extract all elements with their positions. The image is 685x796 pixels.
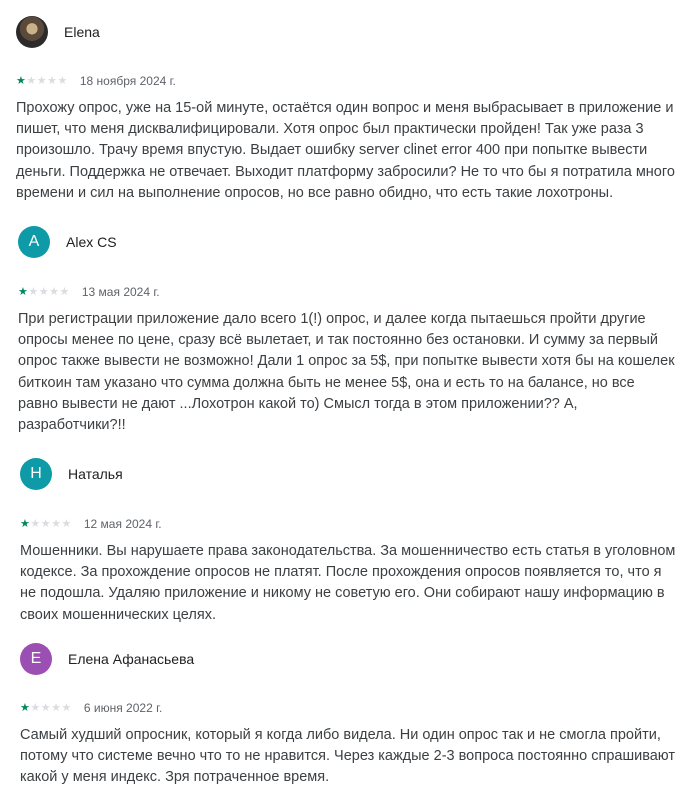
star-rating xyxy=(18,287,70,298)
star-icon: ★ xyxy=(18,285,29,298)
star-icon: ★ xyxy=(49,285,60,298)
review-date: 13 мая 2024 г. xyxy=(81,285,160,299)
review-meta xyxy=(16,74,176,88)
review-text: Прохожу опрос, уже на 15-ой минуте, остаётся один вопрос и меня выбрасывает в приложение и пишет, что меня дисквалифицировали. Хотя опрос был практически пройден! Так уже раза 3 произошло. Трачу время впустую. Выдает ошибку server clinet error 400 при попытке вывести деньги. Поддержка не отвечает. Выходит платформу забросили? Не то что бы я потратила много времени и сил на выполнение опросов, но все равно обидно, что есть такие лохотроны. xyxy=(16,100,675,201)
star-icon: ★ xyxy=(20,701,31,714)
star-icon: ★ xyxy=(40,517,52,530)
review-text: Самый худший опросник, который я когда либо видела. Ни один опрос так и не смогла пройти, потому что системе вечно что то не нравится. Через каждые 2-3 вопроса постоянно спрашивают какой у меня индекс. Зря потраченное время. xyxy=(20,727,675,786)
review-header xyxy=(16,16,100,48)
review-date: 18 ноября 2024 г. xyxy=(79,74,176,88)
star-icon: ★ xyxy=(61,517,72,530)
star-icon: ★ xyxy=(51,517,62,530)
review-header xyxy=(20,458,123,490)
star-icon: ★ xyxy=(36,74,48,87)
star-icon: ★ xyxy=(20,517,31,530)
star-icon: ★ xyxy=(61,701,72,714)
star-icon: ★ xyxy=(51,701,62,714)
star-icon: ★ xyxy=(16,74,27,87)
review-text: Мошенники. Вы нарушаете права законодательства. За мошенничество есть статья в уголовном кодексе. За прохождение опросов не платят. После прохождения опросов появляется то, что я не подошла. Удаляю приложение и никому не советую его. Они собирают нашу информацию в своих мошеннических целях. xyxy=(20,543,676,623)
star-icon: ★ xyxy=(59,285,70,298)
star-icon: ★ xyxy=(26,74,37,87)
review-date: 12 мая 2024 г. xyxy=(83,517,162,531)
star-icon: ★ xyxy=(57,74,68,87)
review-header xyxy=(20,643,194,675)
star-icon: ★ xyxy=(28,285,39,298)
star-rating xyxy=(20,519,72,530)
star-icon: ★ xyxy=(47,74,58,87)
review-header xyxy=(18,226,117,258)
avatar: Н xyxy=(20,458,52,490)
star-icon: ★ xyxy=(40,701,52,714)
review-text: При регистрации приложение дало всего 1(!) опрос, и далее когда пытаешься пройти другие опросы менее по цене, сразу всё вылетает, и так постоянно без остановки. И сумму за первый опрос также вывести не возможно! Дали 1 опрос за 5$, при попытке вывести хотя бы на кошелек биткоин там указано что сумма должна быть не менее 5$, она и есть то на балансе, но все равно вывести не дают ...Лохотрон какой то) Смысл тогда в этом приложении?? А, разработчики?!! xyxy=(18,311,675,434)
avatar: Е xyxy=(20,643,52,675)
review-meta xyxy=(20,517,162,531)
star-rating xyxy=(20,703,72,714)
review-meta xyxy=(20,701,162,715)
star-icon: ★ xyxy=(38,285,50,298)
review-meta xyxy=(18,285,160,299)
author-name: Alex CS xyxy=(66,234,117,250)
author-name: Наталья xyxy=(68,466,123,482)
avatar: A xyxy=(18,226,50,258)
author-name: Elena xyxy=(64,24,100,40)
star-icon: ★ xyxy=(30,517,41,530)
avatar xyxy=(16,16,48,48)
star-icon: ★ xyxy=(30,701,41,714)
star-rating xyxy=(16,76,68,87)
review-date: 6 июня 2022 г. xyxy=(83,701,163,715)
author-name: Елена Афанасьева xyxy=(68,651,195,667)
